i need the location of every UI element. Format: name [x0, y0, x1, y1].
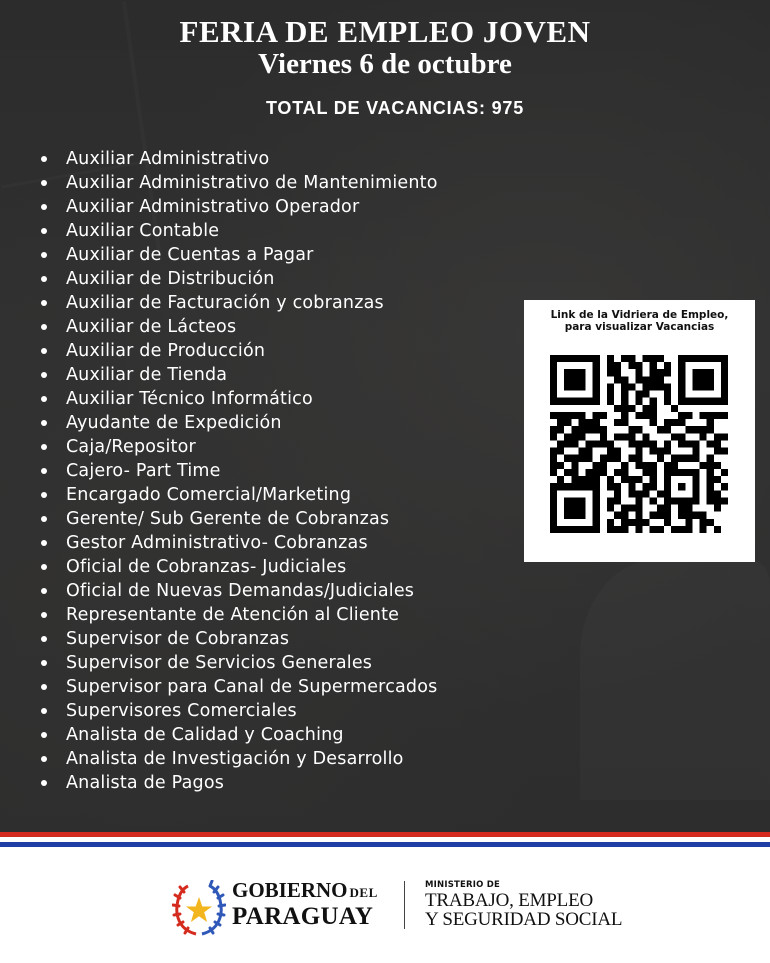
paraguay-seal-icon: [172, 880, 226, 938]
vacancy-label: Auxiliar Contable: [66, 221, 220, 241]
bullet-icon: [41, 444, 47, 450]
vacancy-label: Auxiliar de Facturación y cobranzas: [66, 293, 384, 313]
vacancy-label: Auxiliar Administrativo: [66, 149, 270, 169]
bullet-icon: [41, 492, 47, 498]
qr-caption-line2: para visualizar Vacancias: [564, 321, 715, 333]
vacancy-item: [38, 555, 438, 579]
bullet-icon: [41, 708, 47, 714]
vacancy-item: [38, 219, 438, 243]
vacancy-label: Analista de Pagos: [66, 773, 225, 793]
bullet-icon: [41, 564, 47, 570]
bullet-icon: [41, 420, 47, 426]
event-date: Viernes 6 de octubre: [258, 48, 512, 80]
bullet-icon: [41, 756, 47, 762]
vacancy-item: [38, 747, 438, 771]
bullet-icon: [41, 372, 47, 378]
vacancy-list: [38, 147, 438, 795]
bullet-icon: [41, 516, 47, 522]
bullet-icon: [41, 300, 47, 306]
bullet-icon: [41, 732, 47, 738]
vacancy-item: [38, 267, 438, 291]
bullet-icon: [41, 540, 47, 546]
bullet-icon: [41, 396, 47, 402]
vacancy-item: [38, 483, 438, 507]
gov-name-del: DEL: [349, 885, 378, 900]
vacancy-label: Representante de Atención al Cliente: [66, 605, 400, 625]
vacancy-label: Gerente/ Sub Gerente de Cobranzas: [66, 509, 390, 529]
gov-name-line1: GOBIERNO: [232, 878, 348, 902]
vacancy-item: [38, 387, 438, 411]
vacancy-label: Ayudante de Expedición: [66, 413, 282, 433]
ministry-logo: [425, 880, 622, 929]
vacancy-item: [38, 627, 438, 651]
vacancy-item: [38, 411, 438, 435]
vacancy-label: Auxiliar de Tienda: [66, 365, 228, 385]
vacancy-label: Supervisores Comerciales: [66, 701, 297, 721]
bullet-icon: [41, 636, 47, 642]
vacancy-label: Encargado Comercial/Marketing: [66, 485, 352, 505]
paraguay-flag-stripe: [0, 832, 770, 847]
total-vacancies: TOTAL DE VACANCIAS: 975: [265, 98, 525, 118]
vacancy-label: Gestor Administrativo- Cobranzas: [66, 533, 368, 553]
gov-name-line2: PARAGUAY: [232, 903, 374, 930]
vacancy-label: Auxiliar Técnico Informático: [66, 389, 313, 409]
vacancy-item: [38, 675, 438, 699]
bullet-icon: [41, 660, 47, 666]
vacancy-label: Oficial de Cobranzas- Judiciales: [66, 557, 347, 577]
vacancy-label: Auxiliar Administrativo de Mantenimiento: [66, 173, 438, 193]
vacancy-label: Supervisor para Canal de Supermercados: [66, 677, 438, 697]
vacancy-item: [38, 339, 438, 363]
vacancy-item: [38, 363, 438, 387]
ministry-line1: MINISTERIO DE: [425, 880, 500, 890]
vacancy-item: [38, 507, 438, 531]
vacancy-label: Auxiliar de Cuentas a Pagar: [66, 245, 314, 265]
vacancy-item: [38, 771, 438, 795]
vacancy-item: [38, 723, 438, 747]
bullet-icon: [41, 228, 47, 234]
vacancy-item: [38, 651, 438, 675]
vacancy-label: Supervisor de Cobranzas: [66, 629, 290, 649]
qr-code-icon[interactable]: [550, 355, 728, 533]
vacancy-item: [38, 603, 438, 627]
bullet-icon: [41, 156, 47, 162]
vacancy-item: [38, 459, 438, 483]
vacancy-label: Caja/Repositor: [66, 437, 196, 457]
bullet-icon: [41, 276, 47, 282]
bullet-icon: [41, 780, 47, 786]
footer-divider: [404, 881, 405, 929]
vacancy-item: [38, 315, 438, 339]
bullet-icon: [41, 348, 47, 354]
bullet-icon: [41, 588, 47, 594]
vacancy-label: Analista de Calidad y Coaching: [66, 725, 344, 745]
ministry-line3: Y SEGURIDAD SOCIAL: [425, 909, 623, 930]
bullet-icon: [41, 612, 47, 618]
event-title: FERIA DE EMPLEO JOVEN: [179, 14, 591, 49]
bullet-icon: [41, 180, 47, 186]
vacancy-label: Oficial de Nuevas Demandas/Judiciales: [66, 581, 415, 601]
vacancy-item: [38, 195, 438, 219]
vacancy-item: [38, 147, 438, 171]
vacancy-label: Cajero- Part Time: [66, 461, 221, 481]
qr-caption-line1: Link de la Vidriera de Empleo,: [550, 309, 729, 321]
bullet-icon: [41, 684, 47, 690]
qr-caption: [524, 309, 755, 333]
bullet-icon: [41, 324, 47, 330]
vacancy-item: [38, 699, 438, 723]
bullet-icon: [41, 468, 47, 474]
vacancy-label: Auxiliar de Lácteos: [66, 317, 237, 337]
vacancy-item: [38, 291, 438, 315]
bullet-icon: [41, 204, 47, 210]
ministry-line2: TRABAJO, EMPLEO: [425, 890, 594, 911]
vacancy-item: [38, 531, 438, 555]
qr-card: [524, 300, 755, 562]
vacancy-label: Auxiliar de Producción: [66, 341, 266, 361]
vacancy-item: [38, 171, 438, 195]
gobierno-paraguay-logo: [232, 879, 378, 930]
vacancy-label: Auxiliar de Distribución: [66, 269, 275, 289]
footer: [0, 847, 770, 963]
vacancy-item: [38, 579, 438, 603]
background-photo-detail: [580, 560, 770, 800]
vacancy-label: Supervisor de Servicios Generales: [66, 653, 373, 673]
vacancy-label: Auxiliar Administrativo Operador: [66, 197, 360, 217]
bullet-icon: [41, 252, 47, 258]
vacancy-item: [38, 243, 438, 267]
vacancy-label: Analista de Investigación y Desarrollo: [66, 749, 404, 769]
vacancy-item: [38, 435, 438, 459]
